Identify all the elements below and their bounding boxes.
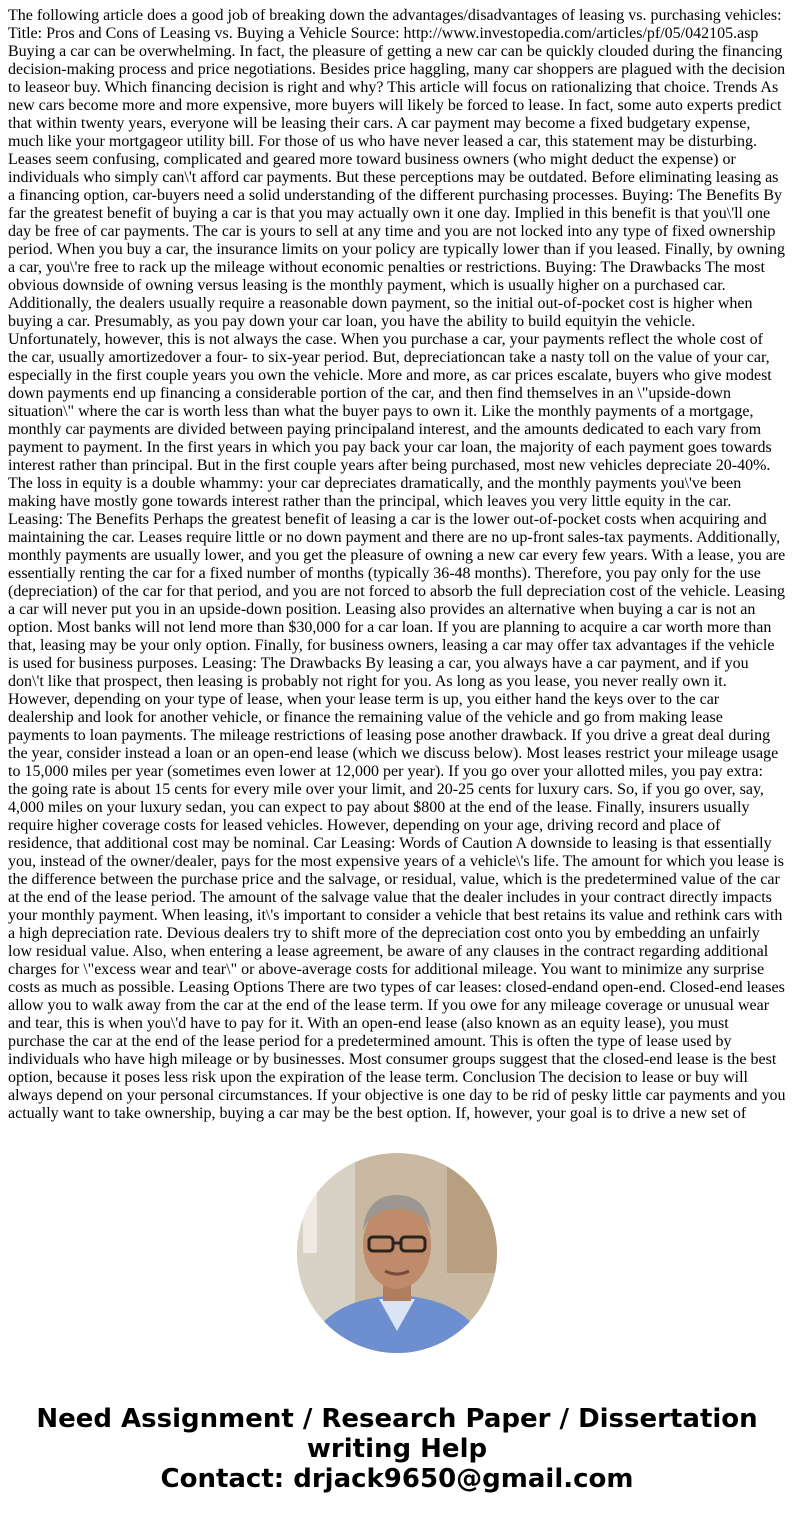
footer-contact-email[interactable]: Contact: drjack9650@gmail.com: [160, 1464, 634, 1494]
author-avatar: [297, 1153, 497, 1353]
contact-banner: [0, 1404, 794, 1494]
article-body: The following article does a good job of breaking down the advantages/disadvantages of leasing vs. purchasing vehicles: Title: Pros and Cons of Leasing vs. Buying a Vehicle Source: http://www.investopedia.com/articles/pf/05/042105.asp Buying a car can be overwhelming. In fact, the pleasure of getting a new car can be quickly clouded during the financing decision-making process and price negotiations. Besides price haggling, many car shoppers are plagued with the decision to leaseor buy. Which financing decision is right and why? This article will focus on rationalizing that choice. Trends As new cars become more and more expensive, more buyers will likely be forced to lease. In fact, some auto experts predict that within twenty years, everyone will be leasing their cars. A car payment may become a fixed budgetary expense, much like your mortgageor utility bill. For those of us who have never leased a car, this statement may be disturbing. Leases seem confusing, complicated and geared more toward business owners (who might deduct the expense) or individuals who simply can\'t afford car payments. But these perceptions may be outdated. Before eliminating leasing as a financing option, car-buyers need a solid understanding of the different purchasing processes. Buying: The Benefits By far the greatest benefit of buying a car is that you may actually own it one day. Implied in this benefit is that you\'ll one day be free of car payments. The car is yours to sell at any time and you are not locked into any type of fixed ownership period. When you buy a car, the insurance limits on your policy are typically lower than if you leased. Finally, by owning a car, you\'re free to rack up the mileage without economic penalties or restrictions. Buying: The Drawbacks The most obvious downside of owning versus leasing is the monthly payment, which is usually higher on a purchased car. Additionally, the dealers usually require a reasonable down payment, so the initial out-of-pocket cost is higher when buying a car. Presumably, as you pay down your car loan, you have the ability to build equityin the vehicle. Unfortunately, however, this is not always the case. When you purchase a car, your payments reflect the whole cost of the car, usually amortizedover a four- to six-year period. But, depreciationcan take a nasty toll on the value of your car, especially in the first couple years you own the vehicle. More and more, as car prices escalate, buyers who give modest down payments end up financing a considerable portion of the car, and then find themselves in an \"upside-down situation\" where the car is worth less than what the buyer pays to own it. Like the monthly payments of a mortgage, monthly car payments are divided between paying principaland interest, and the amounts dedicated to each vary from payment to payment. In the first years in which you pay back your car loan, the majority of each payment goes towards interest rather than principal. But in the first couple years after being purchased, most new vehicles depreciate 20-40%. The loss in equity is a double whammy: your car depreciates dramatically, and the monthly payments you\'ve been making have mostly gone towards interest rather than the principal, which leaves you very little equity in the car. Leasing: The Benefits Perhaps the greatest benefit of leasing a car is the lower out-of-pocket costs when acquiring and maintaining the car. Leases require little or no down payment and there are no up-front sales-tax payments. Additionally, monthly payments are usually lower, and you get the pleasure of owning a new car every few years. With a lease, you are essentially renting the car for a fixed number of months (typically 36-48 months). Therefore, you pay only for the use (depreciation) of the car for that period, and you are not forced to absorb the full depreciation cost of the vehicle. Leasing a car will never put you in an upside-down position. Leasing also provides an alternative when buying a car is not an option. Most banks will not lend more than $30,000 for a car loan. If you are planning to acquire a car worth more than that, leasing may be your only option. Finally, for business owners, leasing a car may offer tax advantages if the vehicle is used for business purposes. Leasing: The Drawbacks By leasing a car, you always have a car payment, and if you don\'t like that prospect, then leasing is probably not right for you. As long as you lease, you never really own it. However, depending on your type of lease, when your lease term is up, you either hand the keys over to the car dealership and look for another vehicle, or finance the remaining value of the vehicle and go from making lease payments to loan payments. The mileage restrictions of leasing pose another drawback. If you drive a great deal during the year, consider instead a loan or an open-end lease (which we discuss below). Most leases restrict your mileage usage to 15,000 miles per year (sometimes even lower at 12,000 per year). If you go over your allotted miles, you pay extra: the going rate is about 15 cents for every mile over your limit, and 20-25 cents for luxury cars. So, if you go over, say, 4,000 miles on your luxury sedan, you can expect to pay about $800 at the end of the lease. Finally, insurers usually require higher coverage costs for leased vehicles. However, depending on your age, driving record and place of residence, that additional cost may be nominal. Car Leasing: Words of Caution A downside to leasing is that essentially you, instead of the owner/dealer, pays for the most expensive years of a vehicle\'s life. The amount for which you lease is the difference between the purchase price and the salvage, or residual, value, which is the predetermined value of the car at the end of the lease period. The amount of the salvage value that the dealer includes in your contract directly impacts your monthly payment. When leasing, it\'s important to consider a vehicle that best retains its value and rethink cars with a high depreciation rate. Devious dealers try to shift more of the depreciation cost onto you by embedding an unfairly low residual value. Also, when entering a lease agreement, be aware of any clauses in the contract regarding additional charges for \"excess wear and tear\" or above-average costs for additional mileage. You want to minimize any surprise costs as much as possible. Leasing Options There are two types of car leases: closed-endand open-end. Closed-end leases allow you to walk away from the car at the end of the lease term. If you owe for any mileage coverage or unusual wear and tear, this is when you\'d have to pay for it. With an open-end lease (also known as an equity lease), you must purchase the car at the end of the lease period for a predetermined amount. This is often the type of lease used by individuals who have high mileage or by businesses. Most consumer groups suggest that the closed-end lease is the best option, because it poses less risk upon the expiration of the lease term. Conclusion The decision to lease or buy will always depend on your personal circumstances. If your objective is one day to be rid of pesky little car payments and you actually want to take ownership, buying a car may be the best option. If, however, your goal is to drive a new set of: [8, 7, 786, 1122]
author-photo-icon: [297, 1153, 497, 1353]
footer-headline: Need Assignment / Research Paper / Dissertation: [36, 1404, 758, 1434]
footer-subline: writing Help: [306, 1434, 488, 1464]
